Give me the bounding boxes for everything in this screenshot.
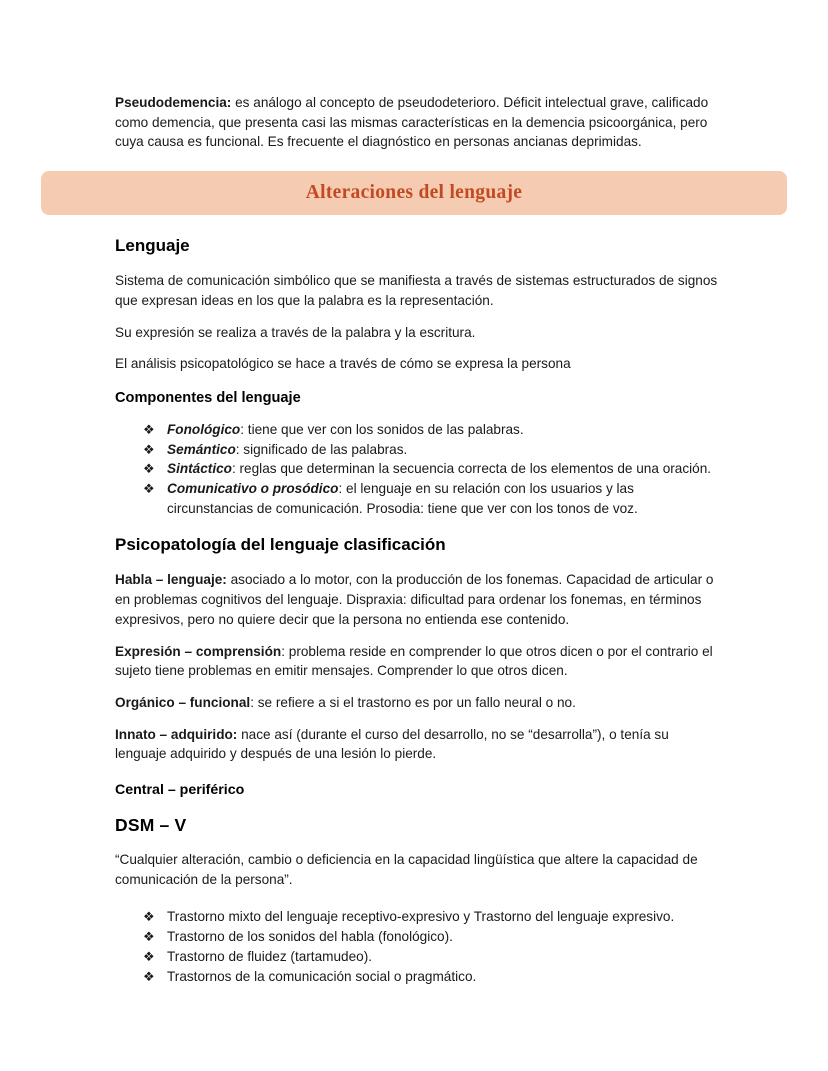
list-item-text: Trastorno de los sonidos del habla (fonológico). <box>167 929 453 945</box>
list-item-term: Semántico <box>167 441 236 457</box>
list-item-text: : el lenguaje en su relación con los usuarios y las circunstancias de comunicación. Prosodia: tiene que ver con los tonos de voz. <box>167 481 638 516</box>
paragraph-lead-term: Innato – adquirido: <box>115 726 238 742</box>
intro-body: es análogo al concepto de pseudodeterioro. Déficit intelectual grave, calificado como demencia, que presenta casi las mismas características en la demencia psicoorgánica, pero cuya causa es funcional. Es frecuente el diagnóstico en personas ancianas deprimidas. <box>115 95 709 150</box>
list-item <box>143 967 720 987</box>
list-item-text: Trastorno mixto del lenguaje receptivo-expresivo y Trastorno del lenguaje expresivo. <box>167 909 675 925</box>
dsm-quote: “Cualquier alteración, cambio o deficiencia en la capacidad lingüística que altere la capacidad de comunicación de la persona”. <box>115 852 698 887</box>
diamond-bullet-icon: ❖ <box>143 968 155 984</box>
document-content-lower <box>41 215 787 986</box>
intro-lead-term: Pseudodemencia: <box>115 95 232 110</box>
list-item <box>143 907 720 927</box>
dsm-disorders-list <box>115 907 720 986</box>
list-item <box>143 479 720 518</box>
list-item <box>143 947 720 967</box>
list-item-term: Sintáctico <box>167 461 232 477</box>
document-content <box>41 93 787 152</box>
paragraph-body: asociado a lo motor, con la producción de los fonemas. Capacidad de articular o en problemas cognitivos del lenguaje. Dispraxia: dificultad para ordenar los fonemas, en términos expresivos, pero no quiere decir que la persona no entienda ese contenido. <box>115 572 714 627</box>
lenguaje-paragraph-3: El análisis psicopatológico se hace a través de cómo se expresa la persona <box>115 356 571 372</box>
list-item-text: Trastornos de la comunicación social o pragmático. <box>167 968 477 984</box>
paragraph-lead-term: Expresión – comprensión <box>115 643 282 659</box>
lenguaje-paragraph-1: Sistema de comunicación simbólico que se manifiesta a través de sistemas estructurados de signos que expresan ideas en los que la palabra es la representación. <box>115 273 718 308</box>
psicopatologia-paragraph-innato-adquirido <box>115 725 720 764</box>
heading-lenguaje: Lenguaje <box>115 236 190 256</box>
list-item <box>143 459 720 479</box>
banner-title: Alteraciones del lenguaje <box>305 182 523 204</box>
componentes-list <box>115 420 720 519</box>
list-item <box>143 440 720 460</box>
diamond-bullet-icon: ❖ <box>143 441 155 457</box>
paragraph-lead-term: Habla – lenguaje: <box>115 572 227 588</box>
section-banner-alteraciones-del-lenguaje <box>41 171 787 215</box>
heading-psicopatologia-del-lenguaje: Psicopatología del lenguaje clasificación <box>115 535 446 555</box>
diamond-bullet-icon: ❖ <box>143 948 155 964</box>
psicopatologia-paragraph-habla-lenguaje <box>115 570 720 629</box>
heading-componentes-del-lenguaje: Componentes del lenguaje <box>115 389 301 406</box>
lenguaje-paragraph-2: Su expresión se realiza a través de la palabra y la escritura. <box>115 324 476 340</box>
diamond-bullet-icon: ❖ <box>143 461 155 477</box>
psicopatologia-paragraph-organico-funcional <box>115 693 720 713</box>
list-item-term: Fonológico <box>167 421 241 437</box>
heading-dsm-v: DSM – V <box>115 815 187 836</box>
intro-paragraph <box>115 93 720 152</box>
list-item-text: : tiene que ver con los sonidos de las palabras. <box>240 421 524 437</box>
diamond-bullet-icon: ❖ <box>143 909 155 925</box>
list-item-text: : significado de las palabras. <box>235 441 408 457</box>
list-item-text: : reglas que determinan la secuencia correcta de los elementos de una oración. <box>231 461 712 477</box>
list-item <box>143 927 720 947</box>
diamond-bullet-icon: ❖ <box>143 929 155 945</box>
diamond-bullet-icon: ❖ <box>143 481 155 497</box>
list-item <box>143 420 720 440</box>
heading-central-periferico: Central – periférico <box>115 782 245 799</box>
paragraph-body: : problema reside en comprender lo que otros dicen o por el contrario el sujeto tiene problemas en emitir mensajes. Comprender lo que otros dicen. <box>115 643 713 679</box>
psicopatologia-paragraph-expresion-comprension <box>115 642 720 681</box>
diamond-bullet-icon: ❖ <box>143 421 155 437</box>
list-item-term: Comunicativo o prosódico <box>167 481 339 497</box>
list-item-text: Trastorno de fluidez (tartamudeo). <box>167 948 373 964</box>
paragraph-lead-term: Orgánico – funcional <box>115 694 251 710</box>
paragraph-body: : se refiere a si el trastorno es por un fallo neural o no. <box>250 694 576 710</box>
paragraph-body: nace así (durante el curso del desarrollo, no se “desarrolla”), o tenía su lenguaje adquirido y después de una lesión lo pierde. <box>115 726 669 762</box>
